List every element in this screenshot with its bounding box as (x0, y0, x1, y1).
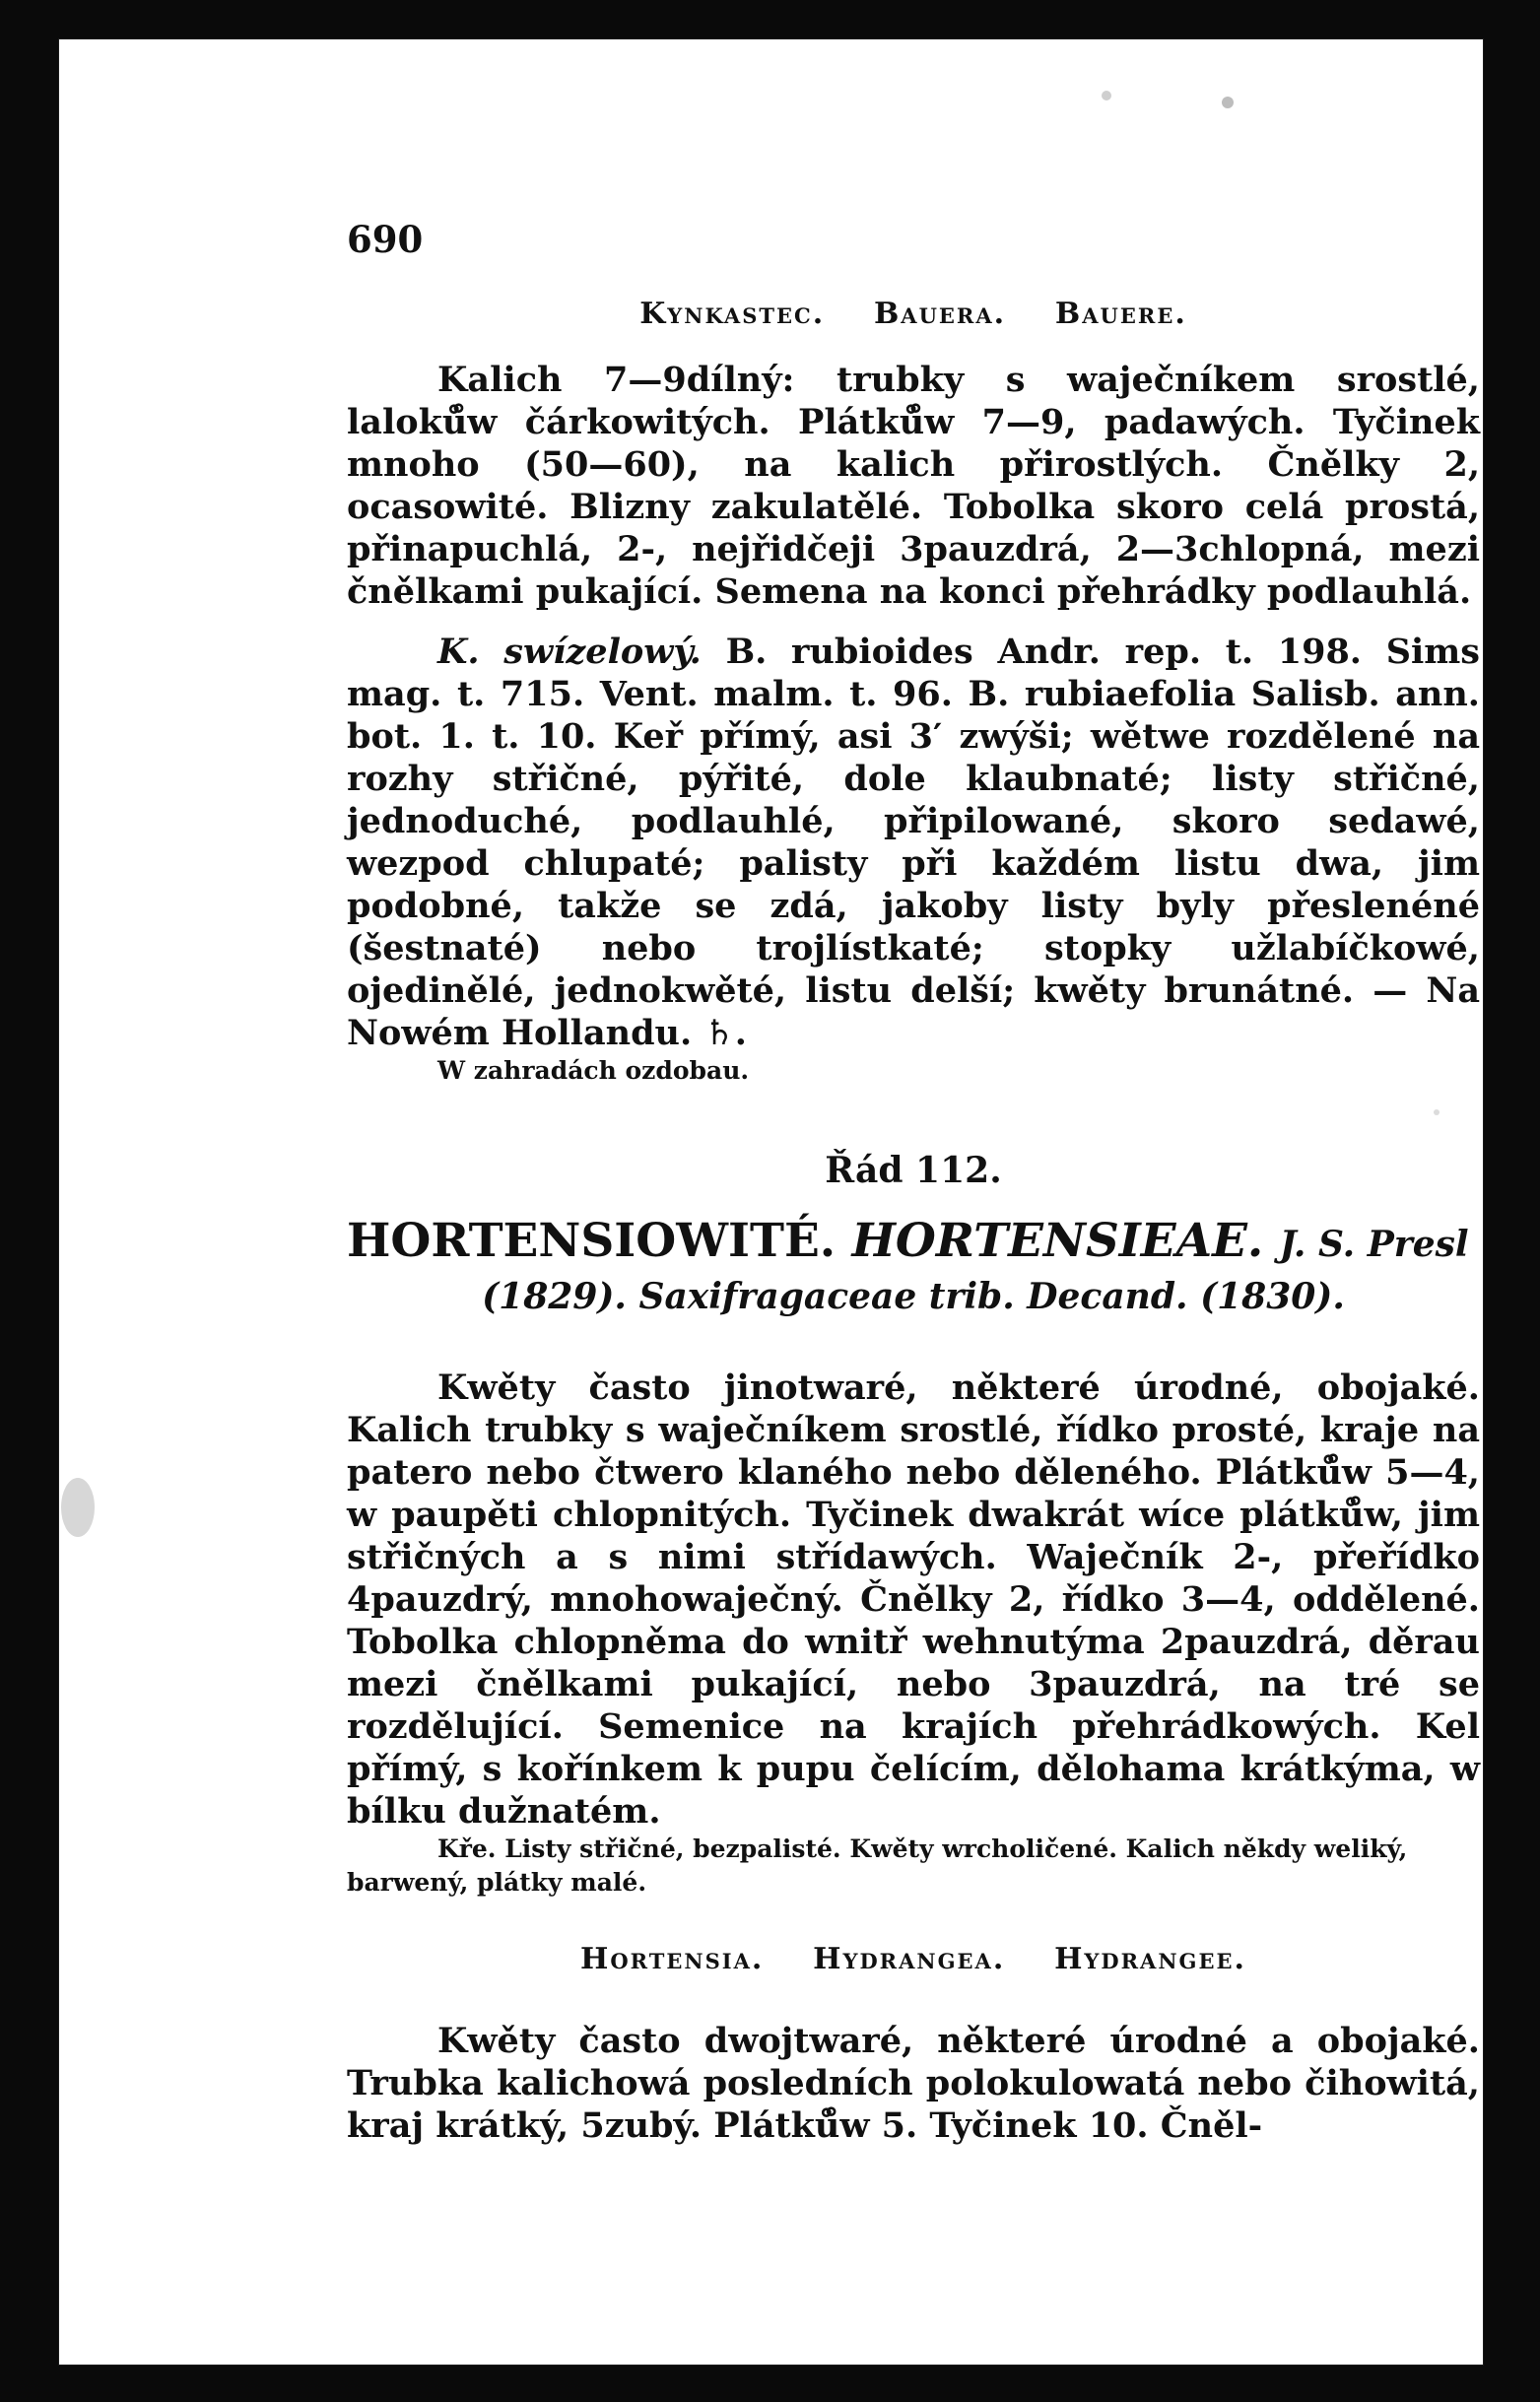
genus-latin-name: Bauera. (873, 297, 1007, 331)
order-title: Řád 112. (825, 1150, 1002, 1191)
species-note: W zahradách ozdobau. (437, 1056, 750, 1085)
genus2-french-name: Hydrangee. (1054, 1942, 1246, 1976)
genus-header-2 (347, 1941, 1480, 1978)
genus-czech-name: Kynkastec. (639, 297, 826, 331)
genus2-czech-name: Hortensia. (580, 1942, 765, 1976)
family-note: Kře. Listy střičné, bezpalisté. Kwěty wrcholičené. Kalich někdy weliký, barwený, plátky malé. (347, 1835, 1408, 1897)
scan-speck (1102, 91, 1111, 100)
family-latin-name: HORTENSIEAE. (851, 1214, 1264, 1268)
genus-description: Kalich 7—9dílný: trubky s waječníkem srostlé, laloků̊w čárkowitých. Plátků̊w 7—9, padawých. Tyčinek mnoho (50—60), na kalich přirostlých. Čnělky 2, ocasowité. Blizny zakulatělé. Tobolka skoro celá prostá, přinapuchlá, 2-, nejřidčeji 3pauzdrá, 2—3chlopná, mezi čnělkami pukající. Semena na konci přehrádky podlauhlá. (347, 360, 1480, 612)
family-czech-name: HORTENSIOWITÉ. (347, 1214, 837, 1268)
genus-header (347, 296, 1480, 333)
genus2-latin-name: Hydrangea. (813, 1942, 1006, 1976)
family-author: J. S. Presl (1279, 1224, 1469, 1265)
scan-speck (1222, 97, 1234, 108)
family-description: Kwěty často jinotwaré, některé úrodné, obojaké. Kalich trubky s waječníkem srostlé, řídko prosté, kraje na patero nebo čtwero klaného nebo děleného. Plátků̊w 5—4, w paupěti chlopnitých. Tyčinek dwakrát wíce plátků̊w, jim střičných a s nimi střídawých. Waječník 2-, přeřídko 4pauzdrý, mnohowaječný. Čnělky 2, řídko 3—4, oddělené. Tobolka chlopněma do wnitř wehnutýma 2pauzdrá, děrau mezi čnělkami pukající, nebo 3pauzdrá, na tré se rozdělující. Semenice na krajích přehrádkowých. Kel přímý, s kořínkem k pupu čelícím, dělohama krátkýma, w bílku dužnatém. (347, 1368, 1480, 1832)
scan-speck (61, 1478, 95, 1537)
species-synonyms: B. rubioides Andr. rep. t. 198. Sims mag. t. 715. Vent. malm. t. 96. B. rubiaefolia Salisb. ann. bot. 1. t. 10. (347, 632, 1480, 757)
species-name: K. swízelowý. (437, 632, 702, 672)
book-page (59, 39, 1483, 2365)
genus2-description: Kwěty často dwojtwaré, některé úrodné a obojaké. Trubka kalichowá posledních polokulowatá nebo čihowitá, kraj krátký, 5zubý. Plátků̊w 5. Tyčinek 10. Čněl- (347, 2021, 1480, 2146)
page-number: 690 (347, 218, 424, 261)
species-description: Keř přímý, asi 3′ zwýši; wětwe rozdělené na rozhy střičné, pýřité, dole klaubnaté; listy střičné, jednoduché, podlauhlé, připilowané, skoro sedawé, wezpod chlupaté; palisty při každém listu dwa, jim podobné, takže se zdá, jakoby listy byly přeslenéné (šestnaté) nebo trojlístkaté; stopky užlabíčkowé, ojedinělé, jednokwěté, listu delší; kwěty brunátné. — Na Nowém Hollandu. ♄. (347, 716, 1481, 1053)
scan-speck (1434, 1109, 1440, 1115)
page-content (347, 175, 1480, 2147)
species-entry (347, 631, 1480, 1054)
family-subline: (1829). Saxifragaceae trib. Decand. (1830). (482, 1276, 1345, 1317)
genus-french-name: Bauere. (1054, 297, 1187, 331)
family-title (347, 1214, 1480, 1272)
